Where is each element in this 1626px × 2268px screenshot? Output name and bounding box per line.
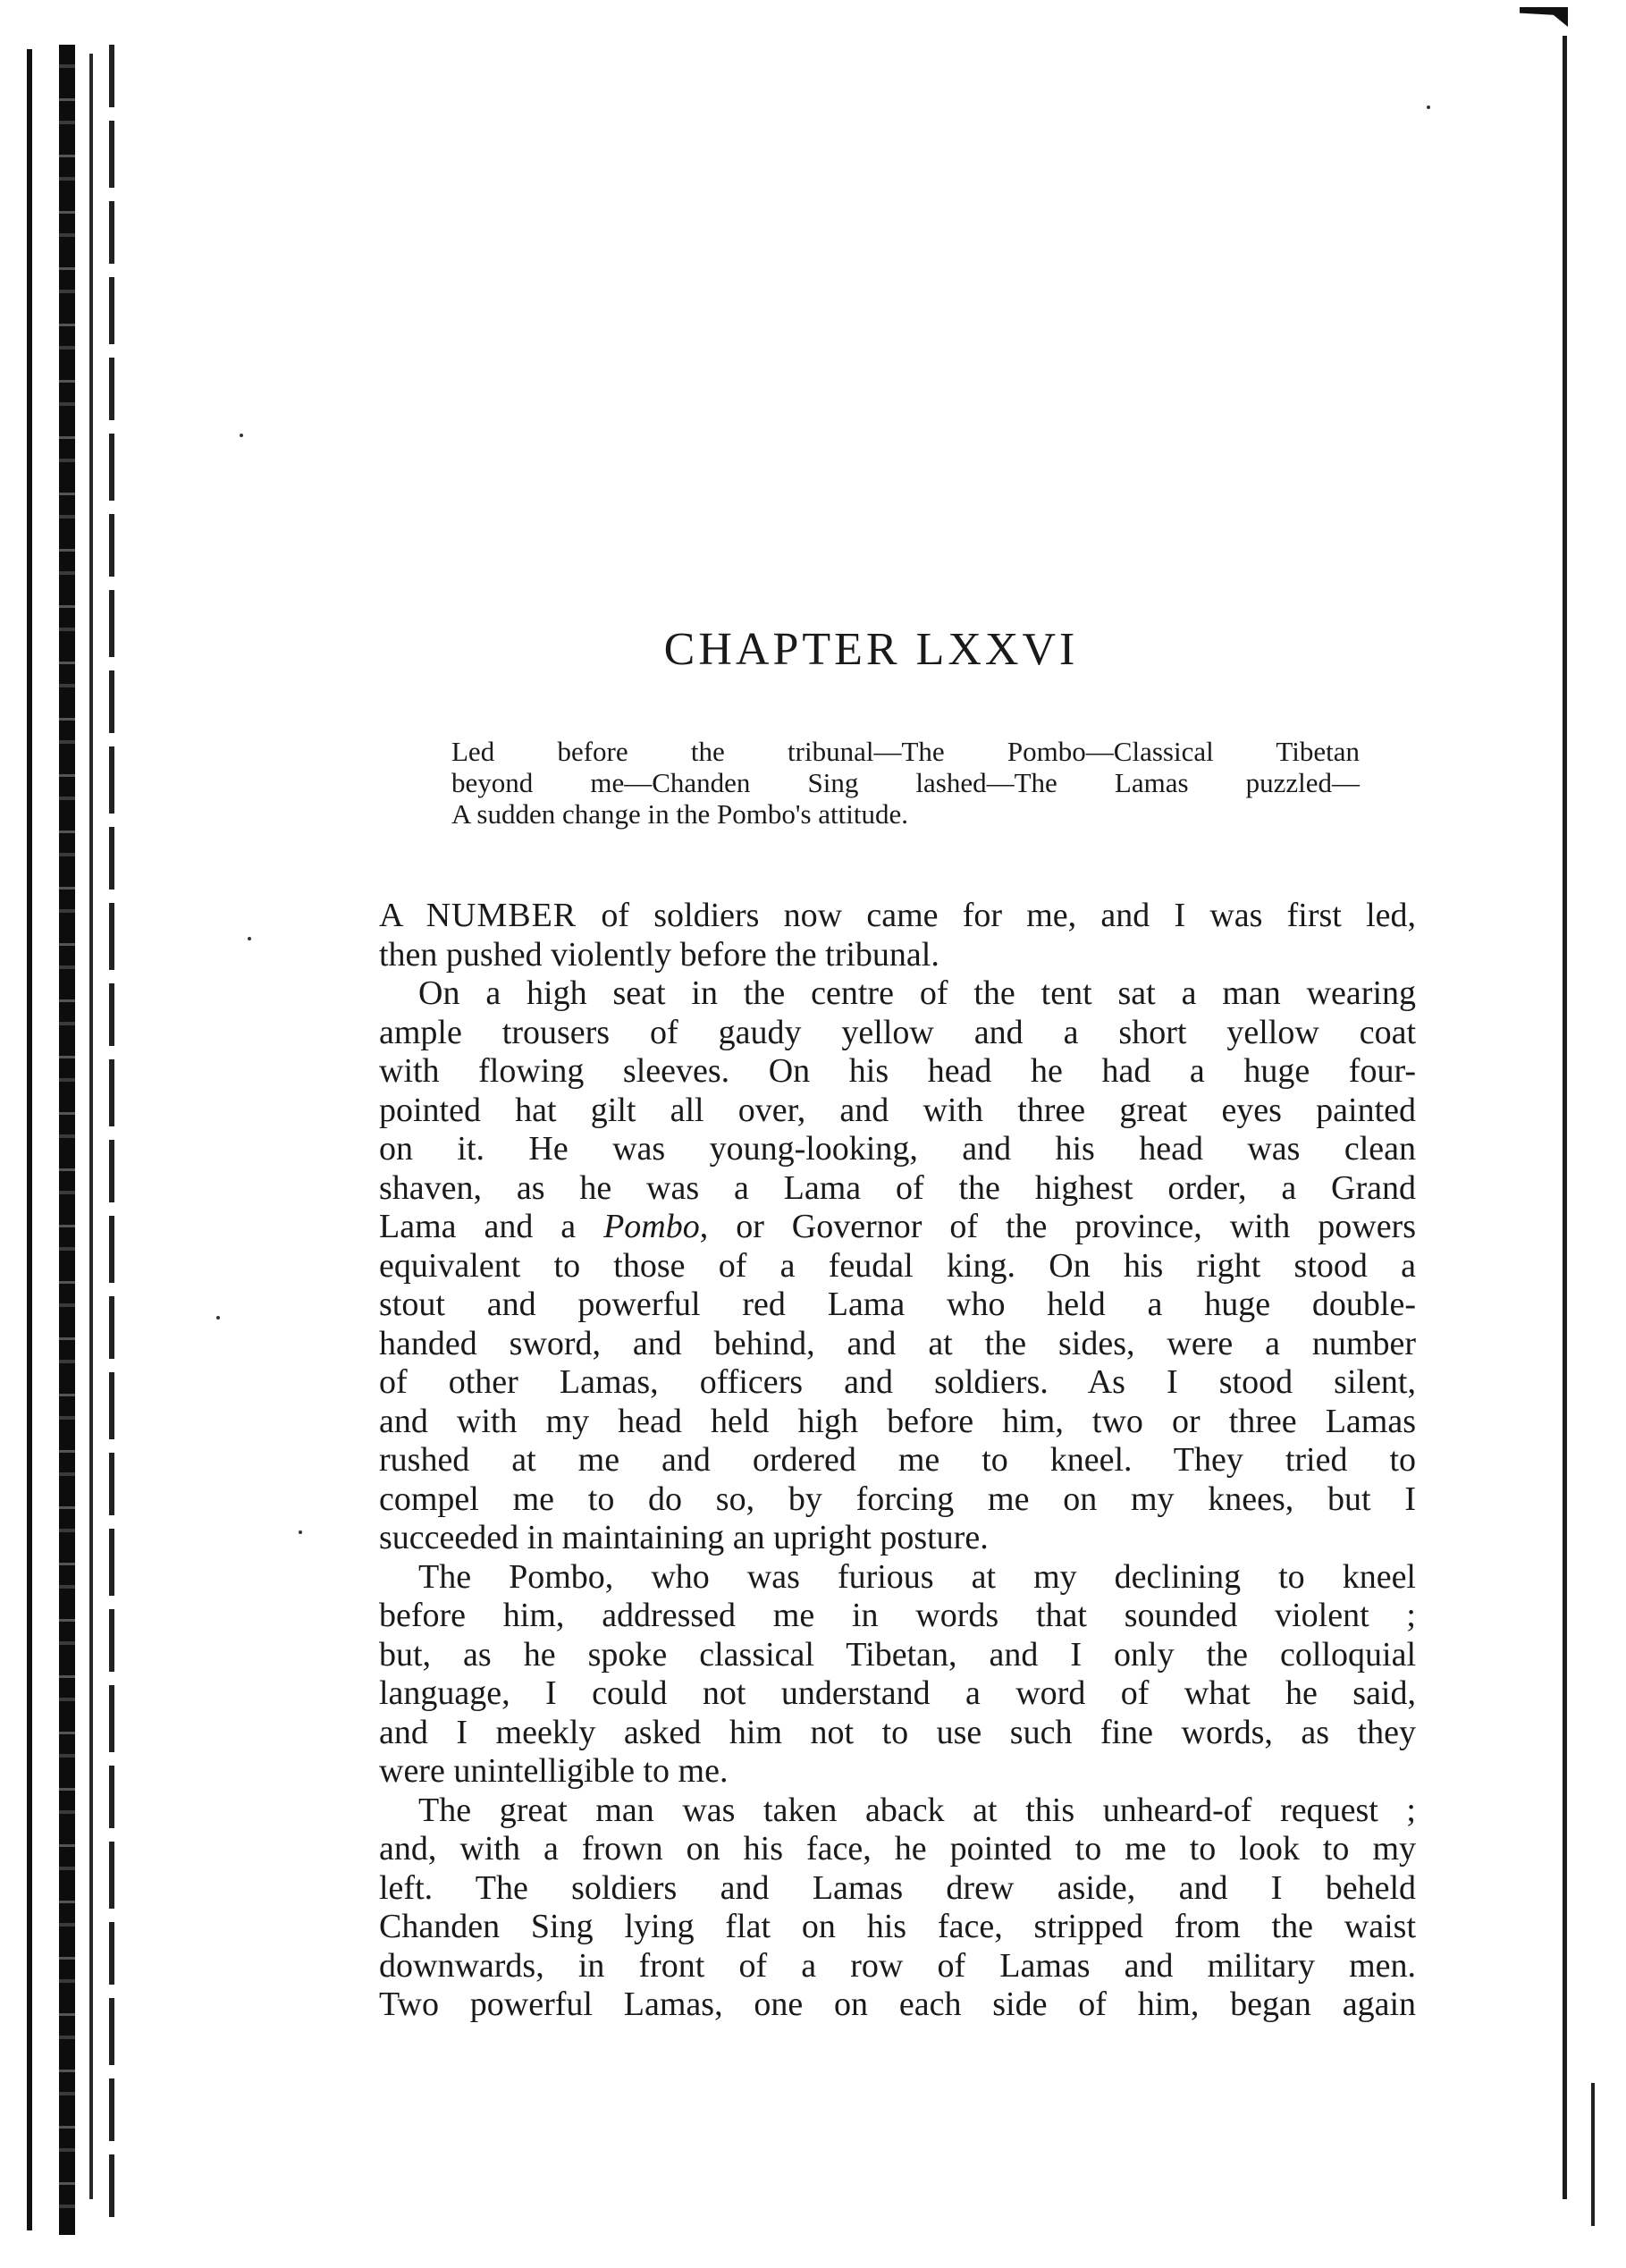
body-line: Two powerful Lamas, one on each side of him, began again	[379, 1986, 1416, 2023]
body-text	[379, 897, 1416, 2025]
body-line: language, I could not understand a word of what he said,	[379, 1674, 1416, 1712]
chapter-title: CHAPTER LXXVI	[663, 624, 1079, 675]
body-line: downwards, in front of a row of Lamas and military men.	[379, 1946, 1416, 1985]
body-line: ample trousers of gaudy yellow and a short yellow coat	[379, 1013, 1416, 1051]
summary-line: A sudden change in the Pombo's attitude.	[451, 798, 908, 830]
first-word-smallcaps: NUMBER	[425, 897, 577, 934]
scan-edge-left-shadow	[109, 45, 114, 2217]
body-line: then pushed violently before the tribunal.	[379, 935, 939, 974]
scan-speck	[299, 1530, 302, 1534]
scan-speck	[248, 937, 251, 940]
body-line: shaven, as he was a Lama of the highest order, a Grand	[379, 1168, 1416, 1207]
body-line: The Pombo, who was furious at my declining to kneel	[418, 1557, 1416, 1596]
body-line: The great man was taken aback at this unheard-of request ;	[418, 1791, 1416, 1829]
body-line: and, with a frown on his face, he pointed to me to look to my	[379, 1830, 1416, 1868]
summary-line: beyond me—Chanden Sing lashed—The Lamas puzzled—	[451, 767, 1360, 798]
body-line: of other Lamas, officers and soldiers. As I stood silent,	[379, 1363, 1416, 1401]
body-line: On a high seat in the centre of the tent sat a man wearing	[418, 974, 1416, 1012]
body-line: succeeded in maintaining an upright posture.	[379, 1519, 989, 1556]
body-line: equivalent to those of a feudal king. On his right stood a	[379, 1246, 1416, 1285]
body-line: Chanden Sing lying flat on his face, stripped from the waist	[379, 1908, 1416, 1945]
body-line: before him, addressed me in words that sounded violent ;	[379, 1597, 1416, 1634]
body-line: Lama and a Pombo, or Governor of the province, with powers	[379, 1208, 1417, 1245]
scan-speck	[1427, 105, 1430, 109]
body-line: compel me to do so, by forcing me on my knees, but I	[379, 1480, 1416, 1518]
body-line: on it. He was young-looking, and his head was clean	[379, 1130, 1416, 1168]
body-line: but, as he spoke classical Tibetan, and I only the colloquial	[379, 1635, 1416, 1674]
first-word-lead: A	[379, 897, 426, 934]
scan-edge-left-outer	[27, 49, 32, 2230]
body-line: and with my head held high before him, two or three Lamas	[379, 1402, 1416, 1440]
body-first-line	[379, 897, 1416, 936]
summary-line: Led before the tribunal—The Pombo—Classical Tibetan	[451, 736, 1360, 767]
scan-edge-left-binding	[59, 45, 75, 2235]
scan-speck	[216, 1316, 220, 1319]
body-line: stout and powerful red Lama who held a huge double-	[379, 1286, 1416, 1323]
body-line: and I meekly asked him not to use such fine words, as they	[379, 1713, 1416, 1751]
body-line: handed sword, and behind, and at the sides, were a number	[379, 1324, 1416, 1362]
body-line: pointed hat gilt all over, and with three great eyes painted	[379, 1091, 1416, 1129]
chapter-summary	[451, 736, 1360, 830]
first-line-rest: of soldiers now came for me, and I was first led,	[577, 897, 1416, 934]
body-line: rushed at me and ordered me to kneel. They tried to	[379, 1441, 1416, 1479]
scan-edge-left-inner	[89, 54, 93, 2199]
scan-edge-right	[1563, 36, 1567, 2199]
body-line: with flowing sleeves. On his head he had a huge four-	[379, 1052, 1416, 1090]
body-lines	[379, 936, 1416, 2025]
body-line: were unintelligible to me.	[379, 1752, 729, 1790]
scan-edge-right-lower	[1591, 2083, 1595, 2226]
scan-edge-right-cap	[1520, 7, 1568, 27]
italic-pombo: Pombo	[603, 1208, 700, 1245]
scan-speck	[240, 434, 243, 437]
body-line: left. The soldiers and Lamas drew aside, and I beheld	[379, 1868, 1416, 1907]
